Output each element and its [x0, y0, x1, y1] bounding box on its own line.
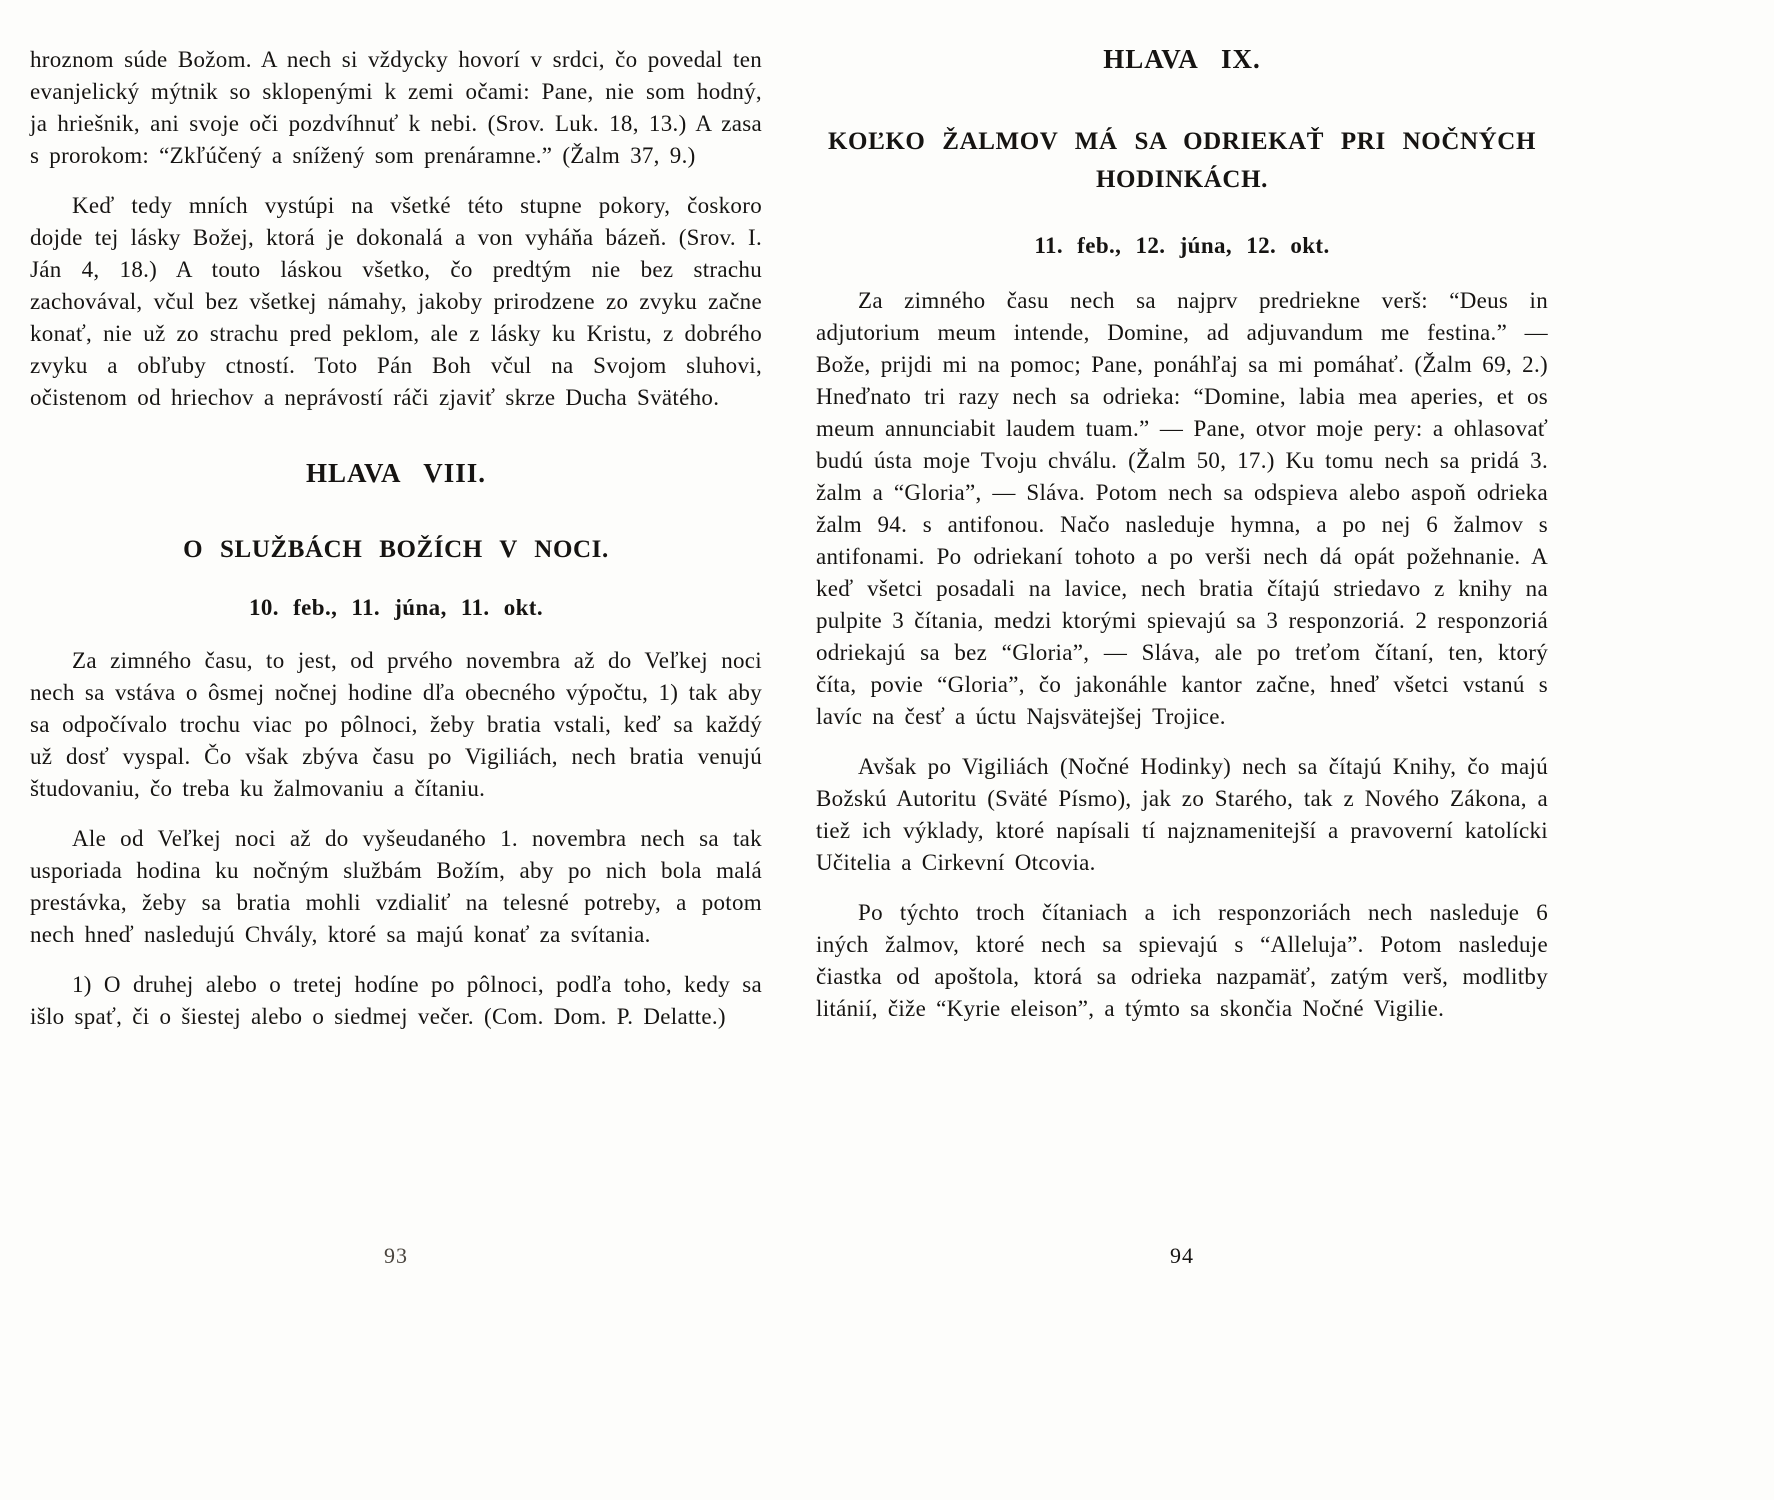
dateline-right: 11. feb., 12. júna, 12. okt.	[1034, 233, 1330, 258]
dateline-left: 10. feb., 11. júna, 11. okt.	[248, 595, 543, 620]
paragraph: Za zimného času, to jest, od prvého novembra až do Veľkej noci nech sa vstáva o ôsmej nočnej hodine dľa obecného výpočtu, 1) tak aby sa odpočívalo trochu viac po pôlnoci, žeby bratia vstali, keď sa každý už dosť vyspal. Čo však zbýva času po Vigiliách, nech bratia venujú študovaniu, čo treba ku žalmovaniu a čítaniu.	[30, 648, 762, 801]
page-right	[816, 38, 1548, 1043]
chapter-heading-left: HLAVA VIII.	[305, 458, 487, 488]
page-number-right: 94	[1170, 1243, 1194, 1268]
chapter-title-right: KOĽKO ŽALMOV MÁ SA ODRIEKAŤ PRI NOČNÝCH HODINKÁCH.	[828, 128, 1536, 193]
footnote: 1) O druhej alebo o tretej hodíne po pôlnoci, podľa toho, kedy sa išlo spať, či o šiestej alebo o siedmej večer. (Com. Dom. P. Delatte.)	[30, 972, 762, 1029]
chapter-title-left: O SLUŽBÁCH BOŽÍCH V NOCI.	[183, 536, 609, 563]
paragraph: Keď tedy mních vystúpi na všetké této stupne pokory, čoskoro dojde tej lásky Božej, ktorá je dokonalá a von vyháňa bázeň. (Srov. I. Ján 4, 18.) A touto láskou všetko, čo predtým nie bez strachu zachovával, včul bez všetkej námahy, jakoby prirodzene zo zvyku začne konať, nie už zo strachu pred peklom, ale z lásky ku Kristu, z dobrého zvyku a obľuby ctností. Toto Pán Boh včul na Svojom sluhovi, očistenom od hriechov a neprávostí ráči zjaviť skrze Ducha Svätého.	[30, 193, 762, 410]
paragraph: Ale od Veľkej noci až do vyšeudaného 1. novembra nech sa tak usporiada hodina ku nočným službám Božím, aby po nich bola malá prestávka, žeby sa bratia mohli vzdialiť na telesné potreby, a potom nech hneď nasledujú Chvály, ktoré sa majú konať za svítania.	[30, 826, 762, 947]
page-number-left: 93	[384, 1243, 408, 1268]
paragraph: Za zimného času nech sa najprv predriekne verš: “Deus in adjutorium meum intende, Domine, ad adjuvandum me festina.” — Bože, prijdi mi na pomoc; Pane, ponáhľaj sa mi pomáhať. (Žalm 69, 2.) Hneďnato tri razy nech sa odrieka: “Domine, labia mea aperies, et os meum annunciabit laudem tuam.” — Pane, otvor moje pery: a ohlasovať budú ústa moje Tvoju chválu. (Žalm 50, 17.) Ku tomu nech sa pridá 3. žalm a “Gloria”, — Sláva. Potom nech sa odspieva alebo aspoň odrieka žalm 94. s antifonou. Načo nasleduje hymna, a po nej 6 žalmov s antifonami. Po odriekaní tohoto a po verši nech dá opát požehnanie. A keď všetci posadali na lavice, nech bratia čítajú striedavo z knihy na pulpite 3 čítania, medzi ktorými spievajú sa 3 responzoriá. 2 responzoriá odriekajú sa bez “Gloria”, — Sláva, ale po treťom čítaní, ten, ktorý číta, povie “Gloria”, čo jakonáhle kantor začne, hneď všetci vstanú s lavíc na česť a úctu Najsvätejšej Trojice.	[816, 288, 1548, 729]
chapter-heading-right: HLAVA IX.	[1103, 44, 1261, 74]
paragraph-continuation: hroznom súde Božom. A nech si vždycky hovorí v srdci, čo povedal ten evanjelický mýtnik so sklopenými k zemi očami: Pane, nie som hodný, ja hriešnik, ani svoje oči pozdvíhnuť k nebi. (Srov. Luk. 18, 13.) A zasa s prorokom: “Zkľúčený a snížený som prenáramne.” (Žalm 37, 9.)	[30, 47, 762, 168]
paragraph: Po týchto troch čítaniach a ich responzoriách nech nasleduje 6 iných žalmov, ktoré nech sa spievajú s “Alleluja”. Potom nasleduje čiastka od apoštola, ktorá sa odrieka nazpamäť, zatým verš, modlitby litánií, čiže “Kyrie eleison”, a týmto sa skončia Nočné Vigilie.	[816, 900, 1548, 1021]
page-left	[30, 44, 762, 1051]
paragraph: Avšak po Vigiliách (Nočné Hodinky) nech sa čítajú Knihy, čo majú Božskú Autoritu (Sväté Písmo), jak zo Starého, tak z Nového Zákona, a tiež ich výklady, ktoré napísali tí najznamenitejší a pravoverní katolícki Učitelia a Cirkevní Otcovia.	[816, 754, 1548, 875]
